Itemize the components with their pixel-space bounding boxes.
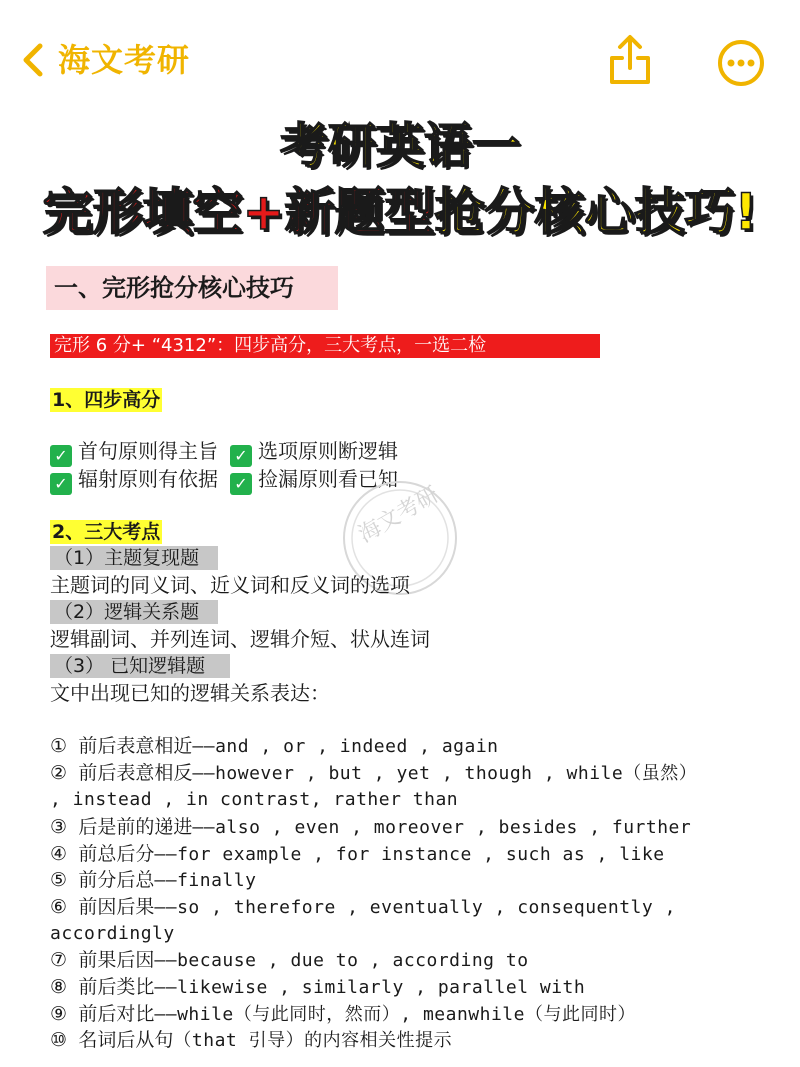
summary-banner: 完形 6 分+ “4312”：四步高分，三大考点，一选二检 [50, 334, 600, 358]
logic-relation-label: 前后表意相近 [78, 735, 193, 757]
list-number: ⑤ [50, 869, 68, 891]
check-icon: ✓ [230, 473, 252, 495]
back-chevron-icon[interactable] [18, 40, 48, 80]
checklist-item: 选项原则断逻辑 [258, 439, 398, 463]
logic-relation-label: 前因后果 [78, 896, 155, 918]
logic-relation-label: 后是前的递进 [78, 816, 193, 838]
subtopic-desc: 逻辑副词、并列连词、逻辑介短、状从连词 [50, 627, 430, 651]
logic-connectives: （that 引导）的内容相关性提示 [173, 1030, 453, 1051]
watermark-text: 海文考研 [354, 482, 444, 548]
logic-list-item [50, 787, 458, 813]
subtopic-title: （1）主题复现题 [50, 546, 218, 570]
logic-relation-label: 前分后总 [78, 869, 155, 891]
three-points-heading: 2、三大考点 [52, 521, 161, 543]
list-number: ② [50, 762, 68, 784]
more-options-icon[interactable] [716, 38, 766, 88]
subtopic-desc: 主题词的同义词、近义词和反义词的选项 [50, 573, 410, 597]
list-number: ④ [50, 843, 68, 865]
logic-list-item [50, 841, 665, 868]
logic-connectives: ——and , or , indeed , again [192, 736, 499, 757]
logic-list-item [50, 867, 256, 894]
logic-relation-label: 前后对比 [78, 1003, 155, 1025]
logic-relation-label: 名词后从句 [78, 1029, 174, 1051]
logic-relation-label: 前总后分 [78, 843, 155, 865]
list-number: ⑨ [50, 1003, 68, 1025]
logic-list-item [50, 974, 585, 1001]
logic-list-item [50, 894, 676, 921]
subtopic-title: （2）逻辑关系题 [50, 600, 218, 624]
logic-connectives: accordingly [50, 923, 175, 944]
headline-subtitle-yellow: 抢分核心技巧! [434, 183, 758, 241]
headline-subtitle [0, 180, 800, 244]
subtopic-title: （3） 已知逻辑题 [50, 654, 230, 678]
logic-list-item [50, 947, 529, 974]
logic-relation-label: 前果后因 [78, 949, 155, 971]
subtopic-desc: 文中出现已知的逻辑关系表达： [50, 681, 330, 705]
logic-list-item [50, 921, 175, 947]
logic-list-item [50, 814, 691, 841]
logic-list-item [50, 733, 499, 760]
check-icon: ✓ [230, 445, 252, 467]
checklist-item: 首句原则得主旨 [78, 439, 218, 463]
list-number: ③ [50, 816, 68, 838]
section-title: 一、完形抢分核心技巧 [46, 266, 338, 310]
check-icon: ✓ [50, 445, 72, 467]
logic-connectives: ——for example , for instance , such as , like [154, 844, 665, 865]
logic-connectives: ——so , therefore , eventually , consequently , [154, 897, 676, 918]
top-nav-bar [0, 0, 800, 120]
logic-connectives: ——however , but , yet , though , while（虽然） [192, 763, 698, 784]
logic-relation-label: 前后类比 [78, 976, 155, 998]
list-number: ⑥ [50, 896, 68, 918]
logic-connectives: ——also , even , moreover , besides , further [192, 817, 692, 838]
logic-connectives: ——likewise , similarly , parallel with [154, 977, 586, 998]
list-number: ⑧ [50, 976, 68, 998]
share-icon[interactable] [606, 32, 654, 86]
four-steps-heading: 1、四步高分 [52, 389, 161, 411]
headline-subtitle-red: 完形填空+新题型 [42, 183, 435, 241]
checklist-item: 辐射原则有依据 [78, 467, 218, 491]
logic-list-item [50, 1027, 452, 1054]
check-icon: ✓ [50, 473, 72, 495]
headline-title: 考研英语一 [279, 118, 520, 174]
logic-connectives: ——because , due to , according to [154, 950, 529, 971]
logic-relation-label: 前后表意相反 [78, 762, 193, 784]
logic-connectives: , instead , in contrast, rather than [50, 789, 459, 810]
logic-connectives: ——while（与此同时，然而）, meanwhile（与此同时） [154, 1004, 636, 1025]
logic-list-item [50, 1001, 636, 1028]
logic-connectives: ——finally [154, 870, 257, 891]
list-number: ⑦ [50, 949, 68, 971]
logic-list-item [50, 760, 697, 787]
back-button-label[interactable]: 海文考研 [58, 41, 191, 79]
checklist-row [50, 438, 398, 464]
list-number: ① [50, 735, 68, 757]
checklist-item: 捡漏原则看已知 [258, 467, 398, 491]
list-number: ⑩ [50, 1029, 68, 1051]
